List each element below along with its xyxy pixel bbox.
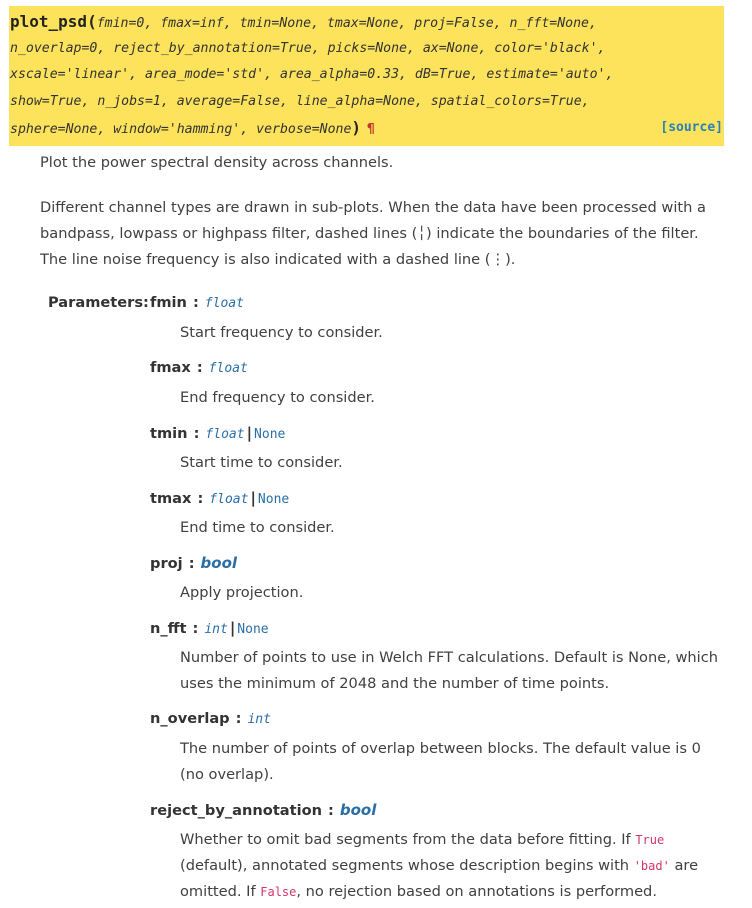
param-n-overlap-desc: The number of points of overlap between blocks. The default value is 0 (no overlap).	[180, 740, 701, 783]
param-type[interactable]: bool	[200, 554, 238, 572]
param-proj: proj : bool	[150, 554, 238, 572]
param-proj-desc: Apply projection.	[180, 584, 304, 601]
signature-line-1: plot_psd(fmin=0, fmax=inf, tmin=None, tmax=None, proj=False, n_fft=None,	[10, 12, 597, 31]
param-fmin: fmin : float	[150, 294, 244, 311]
function-name: plot_psd	[10, 12, 88, 31]
param-type[interactable]: float	[204, 296, 244, 311]
param-fmax: fmax : float	[150, 359, 248, 376]
signature-line-4	[10, 89, 724, 116]
signature-args-2: n_overlap=0, reject_by_annotation=True, picks=None, ax=None, color='black',	[10, 40, 606, 56]
param-n-fft-desc: Number of points to use in Welch FFT calculations. Default is None, which uses the minimum of 2048 and the number of time points.	[180, 649, 718, 692]
source-link[interactable]: [source]	[660, 120, 723, 135]
param-n-overlap: n_overlap : int	[150, 710, 271, 727]
param-tmin: tmin : float | None	[150, 424, 286, 442]
param-fmin-desc: Start frequency to consider.	[180, 324, 383, 341]
signature-line-3	[10, 62, 724, 89]
param-type[interactable]: int	[247, 712, 271, 727]
param-type[interactable]: float	[209, 492, 249, 507]
param-tmax-desc: End time to consider.	[180, 519, 335, 536]
param-tmin-desc: Start time to consider.	[180, 454, 343, 471]
param-type[interactable]: int	[204, 622, 228, 637]
function-signature	[9, 6, 724, 146]
param-n-fft: n_fft : int | None	[150, 619, 269, 637]
signature-line-5: sphere=None, window='hamming', verbose=None) ¶ [source]	[10, 115, 724, 142]
param-reject-by-annotation: reject_by_annotation : bool	[150, 801, 377, 819]
permalink-icon[interactable]: ¶	[367, 122, 375, 137]
code-false: False	[260, 885, 297, 899]
param-type-none[interactable]: None	[237, 622, 269, 637]
param-tmax: tmax : float | None	[150, 489, 290, 507]
signature-args-3: xscale='linear', area_mode='std', area_alpha=0.33, dB=True, estimate='auto',	[10, 67, 614, 82]
parameters-title: Parameters:	[48, 294, 149, 311]
code-true: True	[635, 833, 665, 847]
param-type-none[interactable]: None	[257, 492, 290, 507]
param-type-none[interactable]: None	[254, 427, 286, 442]
signature-args-1: fmin=0, fmax=inf, tmin=None, tmax=None, proj=False, n_fft=None,	[96, 16, 597, 31]
code-bad: 'bad'	[633, 859, 670, 873]
param-type[interactable]: float	[205, 427, 245, 442]
param-fmax-desc: End frequency to consider.	[180, 389, 375, 406]
param-reject-by-annotation-desc: Whether to omit bad segments from the data before fitting. If True (default), annotated segments whose description begins with 'bad' are omitted. If False, no rejection based on annotations is performed.	[180, 831, 699, 900]
description-text: Different channel types are drawn in sub-plots. When the data have been processed with a bandpass, lowpass or highpass filter, dashed lines (╎) indicate the boundaries of the filter. The line noise frequency is also indicated with a dashed line (⋮).	[40, 199, 706, 268]
signature-args-4: show=True, n_jobs=1, average=False, line_alpha=None, spatial_colors=True,	[10, 93, 590, 109]
summary-text: Plot the power spectral density across channels.	[40, 154, 394, 171]
signature-args-5: sphere=None, window='hamming', verbose=None	[10, 122, 352, 137]
param-type[interactable]: bool	[339, 801, 377, 819]
param-type[interactable]: float	[208, 361, 248, 376]
signature-line-2	[10, 36, 724, 63]
